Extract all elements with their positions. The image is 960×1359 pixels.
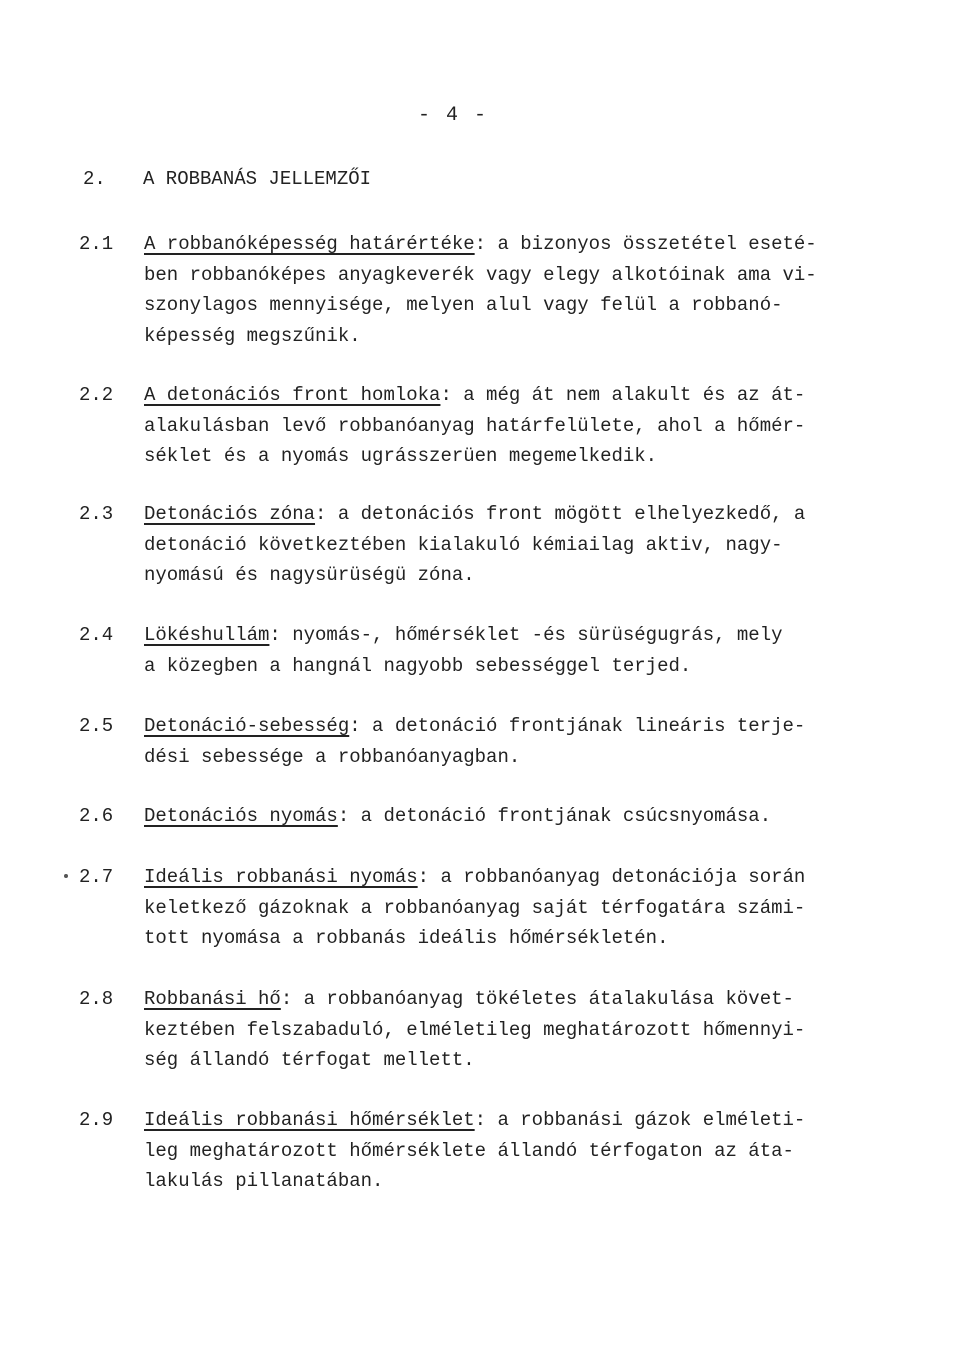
definition-line: detonáció következtében kialakuló kémiailag aktiv, nagy- [144,533,783,556]
margin-mark [64,874,68,878]
definition-line: nyomású és nagysürüségü zóna. [144,564,475,586]
entry-number: 2.7 [79,866,114,888]
definition-start: : a robbanóanyag detonációja során [417,866,806,888]
defined-term: A robbanóképesség határértéke [144,233,475,255]
entry-first-line [144,229,879,260]
entry-first-line [144,711,879,742]
definition-start: : a robbanási gázok elméleti- [474,1109,806,1131]
entry-number: 2.6 [79,805,114,827]
definition-line: ben robbanóképes anyagkeverék vagy elegy alkotóinak ama vi- [144,263,817,286]
entry-body [144,801,879,832]
entry-number: 2.3 [79,503,114,525]
entry-body [144,499,879,591]
entry-body [144,862,879,954]
defined-term: Detonációs zóna [144,503,316,525]
entry-body [144,380,879,472]
defined-term: A detonációs front homloka [144,384,441,406]
defined-term: Ideális robbanási nyomás [144,866,418,888]
entry-first-line [144,984,879,1015]
defined-term: Detonációs nyomás [144,805,338,827]
definition-start: : a detonációs front mögött elhelyezkedő, a [315,503,806,525]
definition-line: képesség megszűnik. [144,324,361,347]
definition-start: : a robbanóanyag tökéletes átalakulása követ- [280,988,794,1010]
definition-line: alakulásban levő robbanóanyag határfelülete, ahol a hőmér- [144,414,806,437]
entry-body [144,229,879,351]
definition-line: lakulás pillanatában. [144,1170,384,1192]
entry-first-line [144,499,879,530]
definition-start: : nyomás-, hőmérséklet -és sürüségugrás, mely [269,624,783,646]
entry-first-line [144,862,879,893]
entry-number: 2.4 [79,624,114,646]
entry-body [144,620,879,681]
page-number: - 4 - [418,104,489,127]
definition-line: szonylagos mennyisége, melyen alul vagy felül a robbanó- [144,294,783,316]
defined-term: Detonáció-sebesség [144,715,350,737]
definition-line: séklet és a nyomás ugrásszerüen megemelkedik. [144,445,658,467]
entry-first-line [144,620,879,651]
section-heading [83,168,371,190]
definition-line: keztében felszabaduló, elméletileg meghatározott hőmennyi- [144,1018,806,1041]
definition-start: : a detonáció frontjának lineáris terje- [349,715,806,737]
entry-body [144,984,879,1076]
entry-body [144,1105,879,1197]
entry-number: 2.1 [79,233,114,255]
definition-start: : a detonáció frontjának csúcsnyomása. [337,805,772,827]
definition-line: leg meghatározott hőmérséklete állandó térfogaton az áta- [144,1139,794,1162]
entry-body [144,711,879,772]
definition-line: dési sebessége a robbanóanyagban. [144,745,521,768]
section-number: 2. [83,168,106,190]
definition-line: a közegben a hangnál nagyobb sebességgel terjed. [144,654,692,677]
entry-number: 2.5 [79,715,114,737]
definition-start: : a még át nem alakult és az át- [440,384,806,406]
defined-term: Robbanási hő [144,988,281,1010]
definition-line: ség állandó térfogat mellett. [144,1049,475,1071]
section-title: A ROBBANÁS JELLEMZŐI [143,168,372,190]
entry-first-line [144,1105,879,1136]
definition-start: : a bizonyos összetétel eseté- [474,233,817,255]
entry-number: 2.9 [79,1109,114,1131]
defined-term: Lökéshullám [144,624,270,646]
entry-number: 2.8 [79,988,114,1010]
entry-first-line [144,801,879,832]
defined-term: Ideális robbanási hőmérséklet [144,1109,475,1131]
definition-line: keletkező gázoknak a robbanóanyag saját térfogatára számi- [144,896,806,919]
entry-first-line [144,380,879,411]
entry-number: 2.2 [79,384,114,406]
definition-line: tott nyomása a robbanás ideális hőmérsékletén. [144,927,669,949]
